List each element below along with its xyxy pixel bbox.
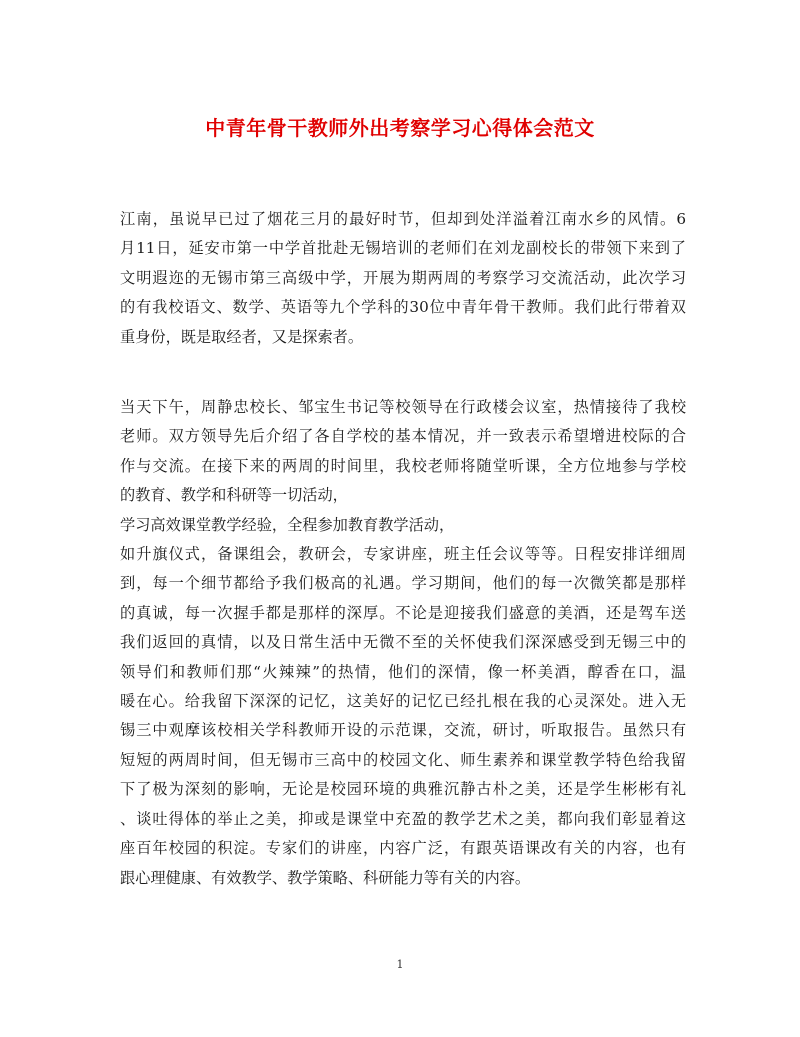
paragraph-1-line: 文明遐迩的无锡市第三高级中学，开展为期两周的考察学习交流活动，此次学习 [120, 268, 686, 287]
paragraph-2-line: 的真诚，每一次握手都是那样的深厚。不论是迎接我们盛意的美酒，还是驾车送 [120, 603, 686, 622]
paragraph-2-line: 当天下午，周静忠校长、邹宝生书记等校领导在行政楼会议室，热情接待了我校 [120, 398, 686, 416]
page-number: 1 [396, 958, 404, 971]
paragraph-2-line: 座百年校园的积淀。专家们的讲座，内容广泛，有跟英语课改有关的内容，也有 [120, 839, 686, 858]
document-title: 中青年骨干教师外出考察学习心得体会范文 [205, 116, 595, 140]
paragraph-2-line: 下了极为深刻的影响，无论是校园环境的典雅沉静古朴之美，还是学生彬彬有礼 [120, 780, 686, 799]
paragraph-2-line: 学习高效课堂教学经验，全程参加教育教学活动， [120, 515, 455, 534]
paragraph-2-line: 如升旗仪式，备课组会，教研会，专家讲座，班主任会议等等。日程安排详细周 [120, 545, 686, 564]
paragraph-2-line: 、谈吐得体的举止之美，抑或是课堂中充盈的教学艺术之美，都向我们彰显着这 [120, 809, 686, 828]
paragraph-2-line: 锡三中观摩该校相关学科教师开设的示范课，交流，研讨，听取报告。虽然只有 [120, 721, 686, 740]
paragraph-2-line: 短短的两周时间，但无锡市三高中的校园文化、师生素养和课堂教学特色给我留 [120, 750, 686, 769]
paragraph-2-line: 到，每一个细节都给予我们极高的礼遇。学习期间，他们的每一次微笑都是那样 [120, 574, 686, 593]
paragraph-1-line: 江南，虽说早已过了烟花三月的最好时节，但却到处洋溢着江南水乡的风情。6 [120, 210, 686, 228]
paragraph-2-line: 跟心理健康、有效教学、教学策略、科研能力等有关的内容。 [120, 868, 531, 887]
paragraph-2-line: 我们返回的真情，以及日常生活中无微不至的关怀使我们深深感受到无锡三中的 [120, 633, 686, 652]
paragraph-2-line: 老师。双方领导先后介绍了各自学校的基本情况，并一致表示希望增进校际的合 [120, 427, 686, 446]
paragraph-2-line: 作与交流。在接下来的两周的时间里，我校老师将随堂听课，全方位地参与学校 [120, 456, 686, 475]
paragraph-1-line: 月11日，延安市第一中学首批赴无锡培训的老师们在刘龙副校长的带领下来到了 [120, 239, 686, 258]
paragraph-2-line: 的教育、教学和科研等一切活动， [120, 486, 348, 505]
paragraph-2 [120, 393, 686, 893]
paragraph-2-line: 领导们和教师们那“火辣辣”的热情，他们的深情，像一杯美酒，醇香在口，温 [120, 662, 686, 681]
paragraph-1 [120, 205, 686, 352]
paragraph-2-line: 暖在心。给我留下深深的记忆，这美好的记忆已经扎根在我的心灵深处。进入无 [120, 692, 686, 711]
paragraph-1-line: 重身份，既是取经者，又是探索者。 [120, 327, 363, 346]
paragraph-1-line: 的有我校语文、数学、英语等九个学科的30位中青年骨干教师。我们此行带着双 [120, 298, 686, 317]
